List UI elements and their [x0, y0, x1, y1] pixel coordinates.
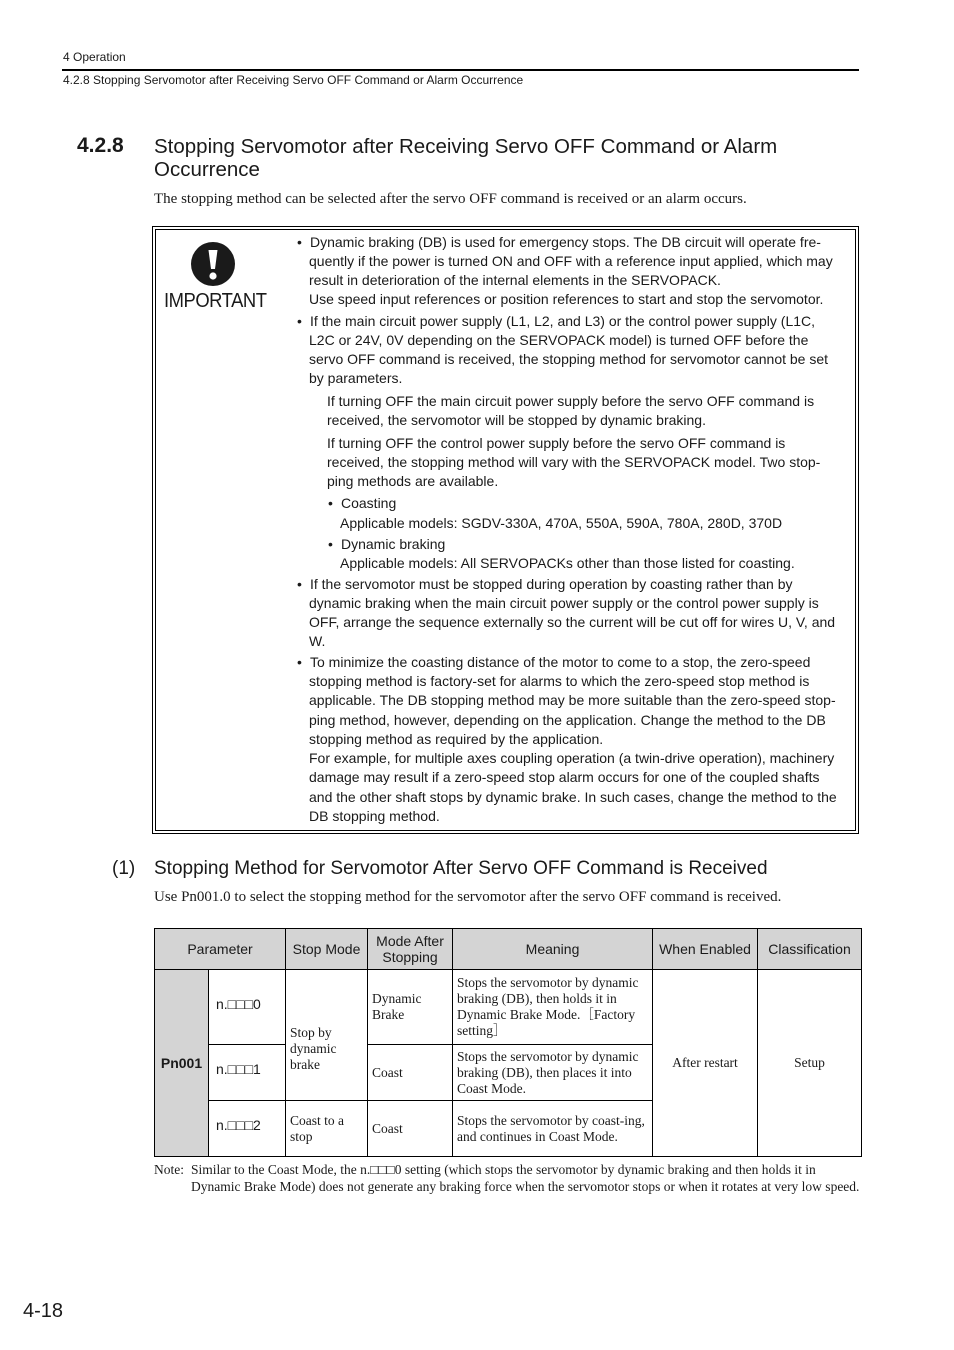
important-line: quently if the power is turned ON and OFF with a reference input applied, which may [309, 253, 833, 269]
important-line: stopping method is factory-set for alarms to which the zero-speed stop method is [309, 673, 810, 689]
important-line: received, the stopping method will vary with the SERVOPACK model. Two stop- [327, 454, 821, 470]
note-label: Note: [154, 1162, 184, 1177]
when-enabled-cell: After restart [653, 970, 758, 1157]
column-header: Meaning [453, 929, 653, 970]
running-header-section: 4.2.8 Stopping Servomotor after Receiving Servo OFF Command or Alarm Occurrence [63, 73, 524, 87]
meaning-cell: Stops the servomotor by coast-ing, and continues in Coast Mode. [453, 1101, 653, 1157]
section-intro: The stopping method can be selected after the servo OFF command is received or an alarm occurs. [154, 191, 747, 207]
subsection-intro: Use Pn001.0 to select the stopping method for the servomotor after the servo OFF command is received. [154, 889, 782, 905]
bullet-marker: • [297, 654, 302, 670]
important-line: To minimize the coasting distance of the motor to come to a stop, the zero-speed [310, 654, 811, 670]
important-line: If turning OFF the control power supply before the servo OFF command is [327, 435, 786, 451]
column-header: Mode After Stopping [368, 929, 453, 970]
meaning-cell: Stops the servomotor by dynamic braking (DB), then places it into Coast Mode. [453, 1045, 653, 1101]
parameter-value: n.□□□0 [209, 970, 286, 1045]
important-line: For example, for multiple axes coupling operation (a twin-drive operation), machinery [309, 750, 835, 766]
column-header: When Enabled [653, 929, 758, 970]
important-line: applicable. The DB stopping method may be more suitable than the zero-speed stop- [309, 692, 836, 708]
bullet-marker: • [297, 313, 302, 329]
bullet-marker: • [328, 536, 333, 552]
important-line: result in deterioration of the internal elements in the SERVOPACK. [309, 272, 721, 288]
important-line: ping methods are available. [327, 473, 499, 489]
important-line: W. [309, 633, 326, 649]
important-line: L2C or 24V, 0V depending on the SERVOPACK model) is turned OFF before the [309, 332, 809, 348]
mode-after-cell: Coast [368, 1101, 453, 1157]
important-line: OFF, arrange the sequence externally so the current will be cut off for wires U, V, and [309, 614, 836, 630]
bullet-marker: • [297, 234, 302, 250]
important-line: received, the servomotor will be stopped by dynamic braking. [327, 412, 706, 428]
classification-cell: Setup [758, 970, 862, 1157]
important-line: DB stopping method. [309, 808, 440, 824]
parameter-number: Pn001 [155, 970, 209, 1157]
table-header-row [155, 929, 862, 970]
important-line: Coasting [341, 495, 397, 511]
subsection-title: Stopping Method for Servomotor After Servo OFF Command is Received [154, 858, 768, 879]
stop-mode-cell: Stop by dynamic brake [286, 970, 368, 1101]
important-line: If turning OFF the main circuit power supply before the servo OFF command is [327, 393, 815, 409]
important-line: Dynamic braking [341, 536, 446, 552]
note-text: Similar to the Coast Mode, the n.□□□0 setting (which stops the servomotor by dynamic braking and then holds it in Dynamic Brake Mode) does not generate any braking force when the servomotor stops or when it rotates at very low speed. [191, 1162, 860, 1194]
section-number: 4.2.8 [77, 134, 124, 157]
important-line: Dynamic braking (DB) is used for emergency stops. The DB circuit will operate fre- [310, 234, 821, 250]
table-row [155, 970, 862, 1045]
exclamation-icon [190, 241, 236, 287]
mode-after-cell: Dynamic Brake [368, 970, 453, 1045]
important-label: IMPORTANT [164, 290, 267, 312]
stop-mode-cell: Coast to a stop [286, 1101, 368, 1157]
important-line: servo OFF command is received, the stopping method for servomotor cannot be set [309, 351, 829, 367]
column-header: Parameter [155, 929, 286, 970]
important-line: by parameters. [309, 370, 403, 386]
parameter-value: n.□□□1 [209, 1045, 286, 1101]
important-line: Applicable models: All SERVOPACKs other than those listed for coasting. [340, 555, 795, 571]
important-line: Applicable models: SGDV-330A, 470A, 550A, 590A, 780A, 280D, 370D [340, 515, 783, 531]
important-line: ping method, however, depending on the application. Change the method to the DB [309, 712, 826, 728]
running-header-chapter: 4 Operation [63, 50, 126, 64]
bullet-marker: • [297, 576, 302, 592]
header-rule [62, 69, 859, 71]
important-line: stopping method as required by the application. [309, 731, 604, 747]
section-title: Stopping Servomotor after Receiving Servo OFF Command or Alarm Occurrence [154, 135, 778, 181]
bullet-marker: • [328, 495, 333, 511]
important-line: damage may result if a zero-speed stop alarm occurs for one of the coupled shafts [309, 769, 820, 785]
parameter-value: n.□□□2 [209, 1101, 286, 1157]
column-header: Stop Mode [286, 929, 368, 970]
column-header: Classification [758, 929, 862, 970]
important-line: If the servomotor must be stopped during operation by coasting rather than by [310, 576, 793, 592]
meaning-cell: Stops the servomotor by dynamic braking (DB), then holds it in Dynamic Brake Mode.［Factory setting］ [453, 970, 653, 1045]
important-line: If the main circuit power supply (L1, L2, and L3) or the control power supply (L1C, [310, 313, 816, 329]
parameter-table [154, 928, 862, 1157]
mode-after-cell: Coast [368, 1045, 453, 1101]
page-number: 4-18 [23, 1300, 64, 1322]
subsection-number: (1) [112, 858, 136, 879]
important-line: and the other shaft stops by dynamic brake. In such cases, change the method to the [309, 789, 837, 805]
important-line: dynamic braking when the main circuit power supply or the control power supply is [309, 595, 819, 611]
important-line: Use speed input references or position references to start and stop the servomotor. [309, 291, 824, 307]
